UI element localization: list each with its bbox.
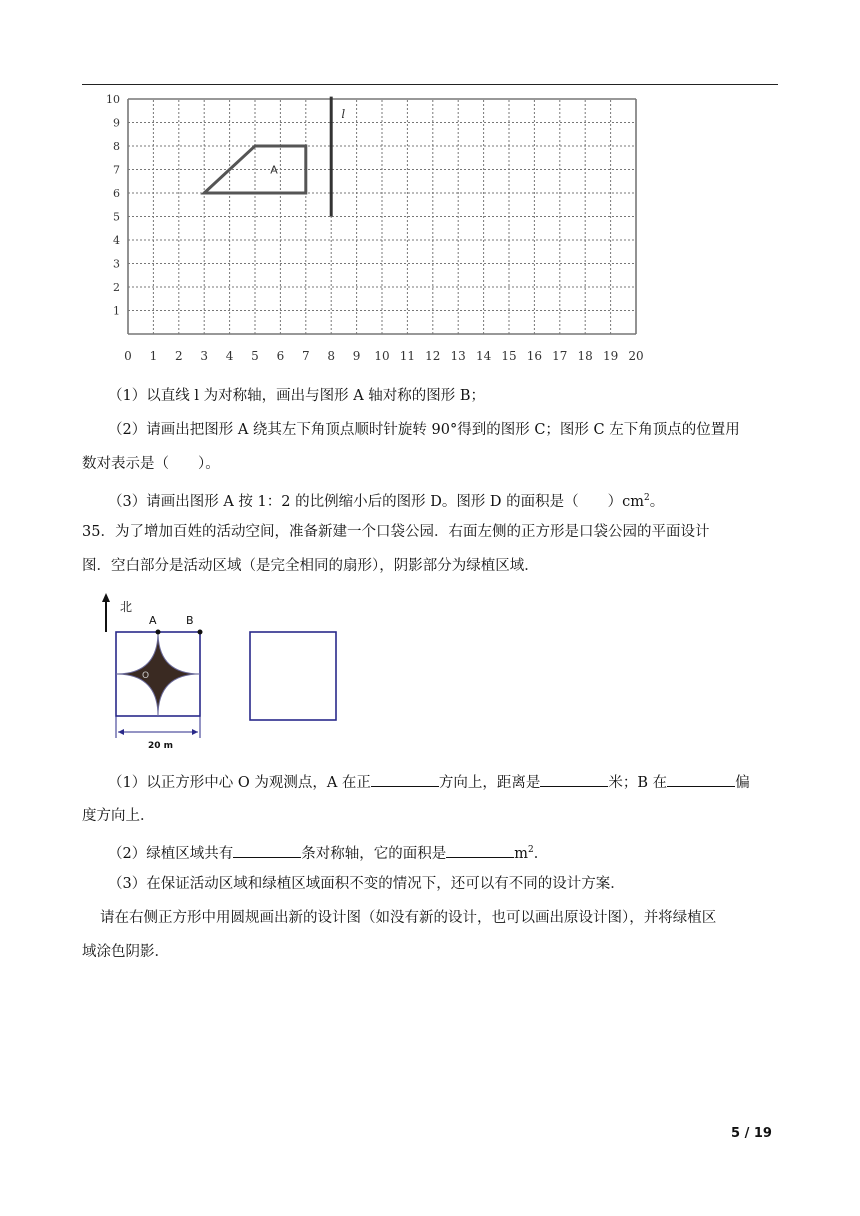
q35-part1 [108, 772, 750, 793]
q35-part2-end: ． [533, 845, 549, 862]
x-tick-label: 7 [301, 349, 310, 363]
q35-part1-text-d: 偏 [735, 775, 750, 791]
q34-part2-line1: （2）请画出把图形 A 绕其左下角顶点顺时针旋转 90°得到的图形 C；图形 C 左下角顶点的位置用 [108, 422, 740, 438]
y-tick-label: 5 [113, 210, 120, 224]
point-a-label: A [149, 614, 157, 627]
y-tick-label: 3 [113, 257, 120, 271]
pocket-park-figure [92, 592, 352, 754]
x-tick-label: 3 [200, 349, 209, 363]
north-label: 北 [120, 600, 133, 614]
point-b-dot [198, 630, 203, 635]
x-tick-label: 9 [352, 349, 361, 363]
y-tick-label: 8 [113, 140, 120, 153]
x-tick-label: 15 [501, 349, 517, 363]
x-tick-label: 17 [552, 349, 568, 363]
q34-part1: （1）以直线 l 为对称轴，画出与图形 A 轴对称的图形 B； [108, 388, 486, 404]
blank-design-square [250, 632, 336, 720]
q35-part2-unit: m [514, 845, 528, 862]
x-tick-label: 16 [526, 349, 543, 363]
q35-part2 [108, 840, 548, 864]
x-tick-label: 19 [602, 349, 619, 363]
x-tick-label: 8 [327, 349, 336, 363]
center-o-label: O [142, 671, 150, 681]
grid-lines [128, 99, 636, 334]
q35-part1-text-c: 米；B 在 [608, 775, 668, 791]
y-tick-label: 7 [113, 163, 120, 177]
q35-part1-text-a: （1）以正方形中心 O 为观测点，A 在正 [108, 775, 371, 791]
point-a-dot [156, 630, 161, 635]
answer-blank-direction[interactable] [371, 772, 439, 787]
q35-stem-line1: 35．为了增加百姓的活动空间，准备新建一个口袋公园．右面左侧的正方形是口袋公园的平面设计 [82, 524, 710, 540]
width-label: 20 m [148, 741, 174, 751]
x-tick-label: 10 [374, 349, 390, 363]
x-tick-label: 20 [628, 349, 644, 363]
x-tick-label: 18 [577, 349, 593, 363]
coordinate-grid-figure [106, 94, 652, 370]
x-tick-label: 0 [124, 349, 132, 363]
y-axis-tick-labels [106, 94, 120, 318]
header-rule [82, 84, 778, 85]
q34-part3-end: 。 [649, 493, 665, 510]
q35-stem-line2: 图．空白部分是活动区域（是完全相同的扇形），阴影部分为绿植区域． [82, 558, 539, 574]
x-tick-label: 14 [475, 349, 492, 363]
x-tick-label: 5 [251, 349, 259, 363]
q35-instruction-line1: 请在右侧正方形中用圆规画出新的设计图（如没有新的设计，也可以画出原设计图），并将绿植区 [100, 910, 717, 926]
q35-part2-text-a: （2）绿植区域共有 [108, 845, 234, 862]
x-tick-label: 2 [174, 349, 183, 363]
x-tick-label: 11 [399, 349, 416, 363]
x-tick-label: 4 [225, 349, 234, 363]
point-b-label: B [186, 614, 194, 627]
y-tick-label: 9 [113, 116, 120, 130]
q35-part2-text-b: 条对称轴，它的面积是 [301, 845, 447, 862]
answer-blank-distance[interactable] [540, 772, 608, 787]
q34-part3 [108, 488, 664, 512]
answer-blank-b-direction[interactable] [667, 772, 735, 787]
q34-part3-text: （3）请画出图形 A 按 1：2 的比例缩小后的图形 D。图形 D 的面积是（ ）cm [108, 493, 645, 510]
y-tick-label: 2 [113, 281, 120, 294]
north-arrow [102, 593, 110, 632]
y-tick-label: 4 [113, 234, 120, 247]
symmetry-axis-label: l [341, 106, 346, 121]
y-tick-label: 10 [106, 94, 120, 106]
answer-blank-axes[interactable] [233, 843, 301, 858]
x-tick-label: 6 [276, 349, 285, 363]
x-tick-label: 1 [149, 349, 158, 363]
q35-part1-text-b: 方向上，距离是 [438, 775, 541, 791]
x-tick-label: 13 [450, 349, 466, 363]
x-axis-tick-labels [124, 349, 643, 363]
q34-part3-sup: 2 [644, 493, 650, 503]
shape-a-label: A [270, 163, 278, 177]
y-tick-label: 6 [113, 187, 120, 200]
green-area-shaded [116, 632, 200, 716]
q34-part2-line2: 数对表示是（ ）。 [82, 456, 220, 472]
q35-part1-line2: 度方向上． [82, 808, 155, 824]
q35-part3: （3）在保证活动区域和绿植区域面积不变的情况下，还可以有不同的设计方案． [108, 876, 625, 892]
y-tick-label: 1 [113, 304, 120, 318]
q35-part2-sup: 2 [527, 845, 534, 855]
x-tick-label: 12 [425, 349, 441, 363]
q35-instruction-line2: 域涂色阴影． [82, 944, 169, 960]
page-number: 5 / 19 [731, 1126, 772, 1141]
answer-blank-area[interactable] [446, 843, 514, 858]
